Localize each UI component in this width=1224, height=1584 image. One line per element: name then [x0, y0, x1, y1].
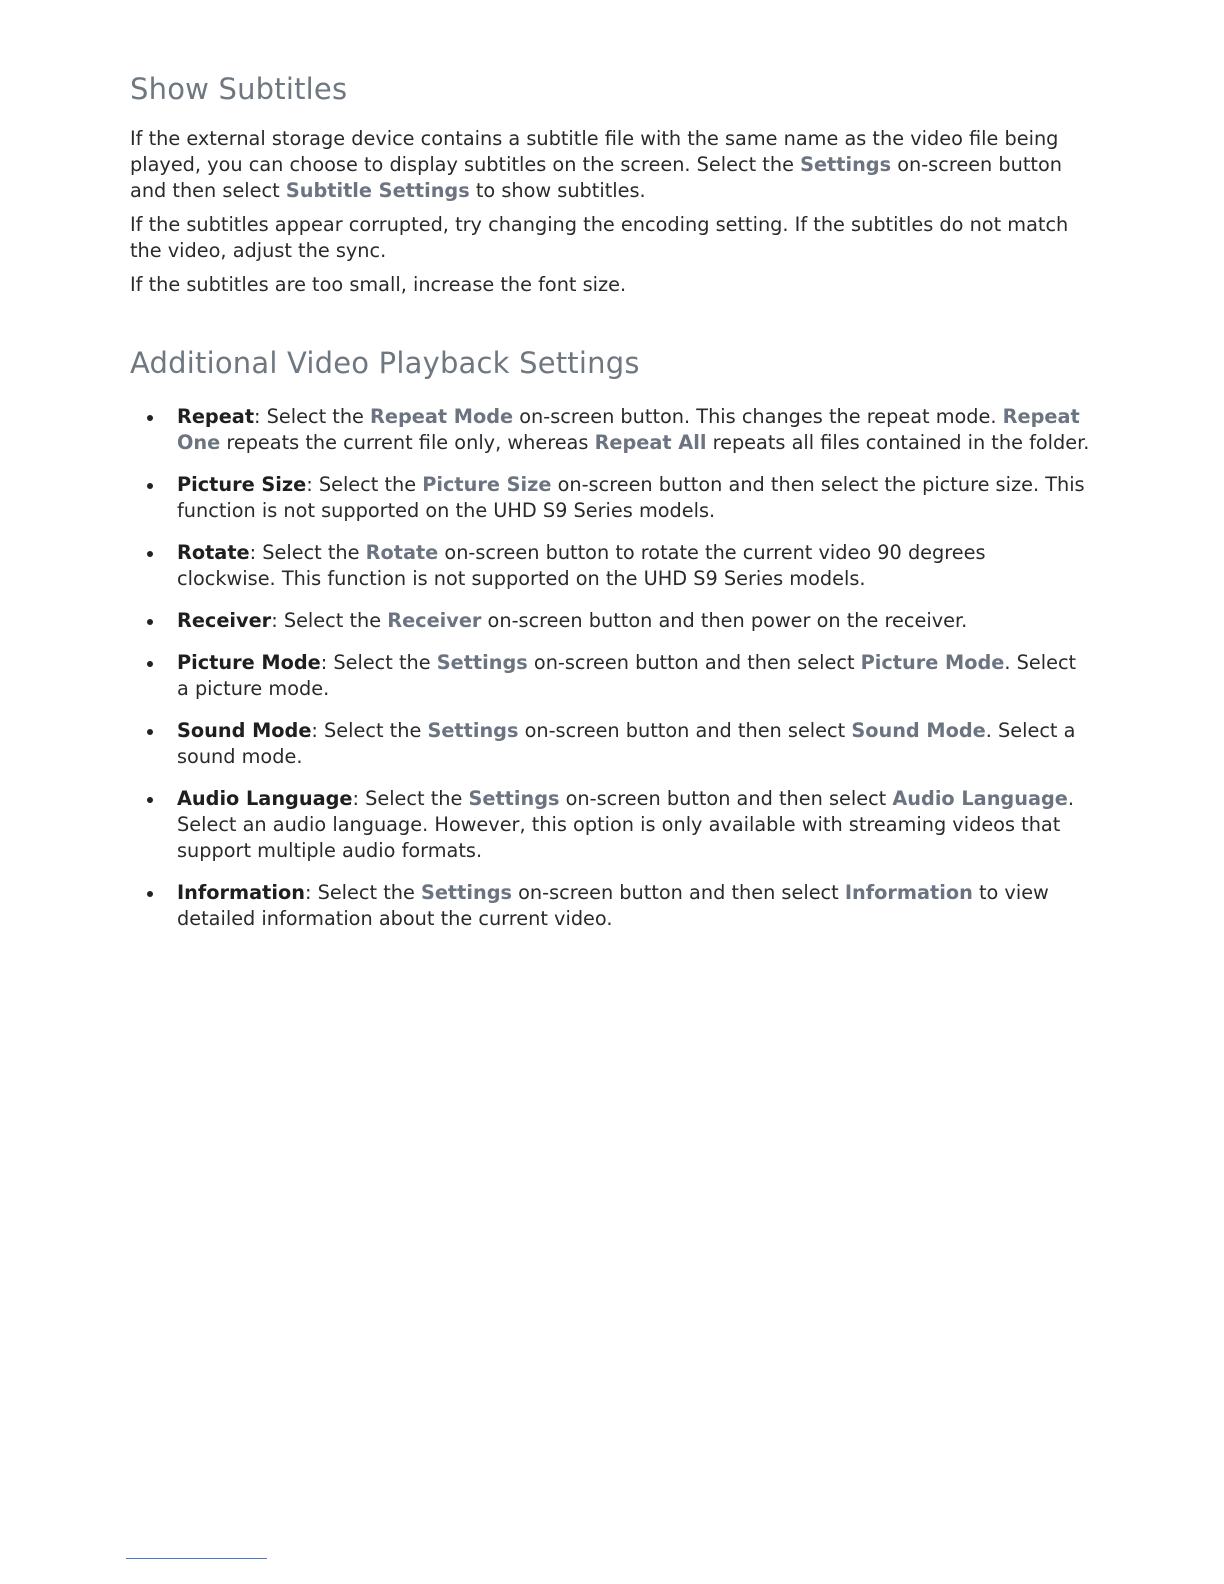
item-term: Information [177, 881, 305, 904]
manual-page [130, 70, 1090, 948]
footnote-divider [126, 1558, 267, 1559]
list-item-receiver: Receiver: Select the Receiver on-screen button and then power on the receiver. [130, 608, 1090, 634]
subtitles-paragraph-2: If the subtitles appear corrupted, try changing the encoding setting. If the subtitles do not match the video, adjust the sync. [130, 213, 1069, 262]
list-item-rotate: Rotate: Select the Rotate on-screen button to rotate the current video 90 degrees clockwise. This function is not supported on the UHD S9 Series models. [130, 540, 1090, 592]
subtitles-paragraph-1: If the external storage device contains a subtitle file with the same name as the video file being played, you can choose to display subtitles on the screen. Select the Settings on-screen button and then select Subtitle Settings to show subtitles. [130, 127, 1063, 202]
list-item-audio-language: Audio Language: Select the Settings on-screen button and then select Audio Language. Select an audio language. However, this option is only available with streaming videos that support multiple audio formats. [130, 786, 1090, 864]
ui-term-settings: Settings [800, 153, 892, 176]
item-term: Picture Size [177, 473, 307, 496]
section-heading-additional-playback: Additional Video Playback Settings [130, 346, 640, 380]
list-item-picture-size: Picture Size: Select the Picture Size on-screen button and then select the picture size. This function is not supported on the UHD S9 Series models. [130, 472, 1090, 524]
list-item-repeat: Repeat: Select the Repeat Mode on-screen button. This changes the repeat mode. Repeat One repeats the current file only, whereas Repeat All repeats all files contained in the folder. [130, 404, 1090, 456]
section-heading-show-subtitles: Show Subtitles [130, 72, 348, 106]
subtitles-paragraph-3: If the subtitles are too small, increase the font size. [130, 273, 627, 296]
ui-term-subtitle-settings: Subtitle Settings [285, 179, 470, 202]
subtitles-body [130, 126, 1090, 298]
item-term: Repeat [177, 405, 255, 428]
item-term: Picture Mode [177, 651, 321, 674]
list-item-information: Information: Select the Settings on-screen button and then select Information to view detailed information about the current video. [130, 880, 1090, 932]
item-term: Receiver [177, 609, 272, 632]
list-item-sound-mode: Sound Mode: Select the Settings on-screen button and then select Sound Mode. Select a sound mode. [130, 718, 1090, 770]
item-term: Audio Language [177, 787, 353, 810]
item-term: Sound Mode [177, 719, 312, 742]
playback-settings-list [130, 404, 1090, 932]
list-item-picture-mode: Picture Mode: Select the Settings on-screen button and then select Picture Mode. Select a picture mode. [130, 650, 1090, 702]
item-term: Rotate [177, 541, 250, 564]
